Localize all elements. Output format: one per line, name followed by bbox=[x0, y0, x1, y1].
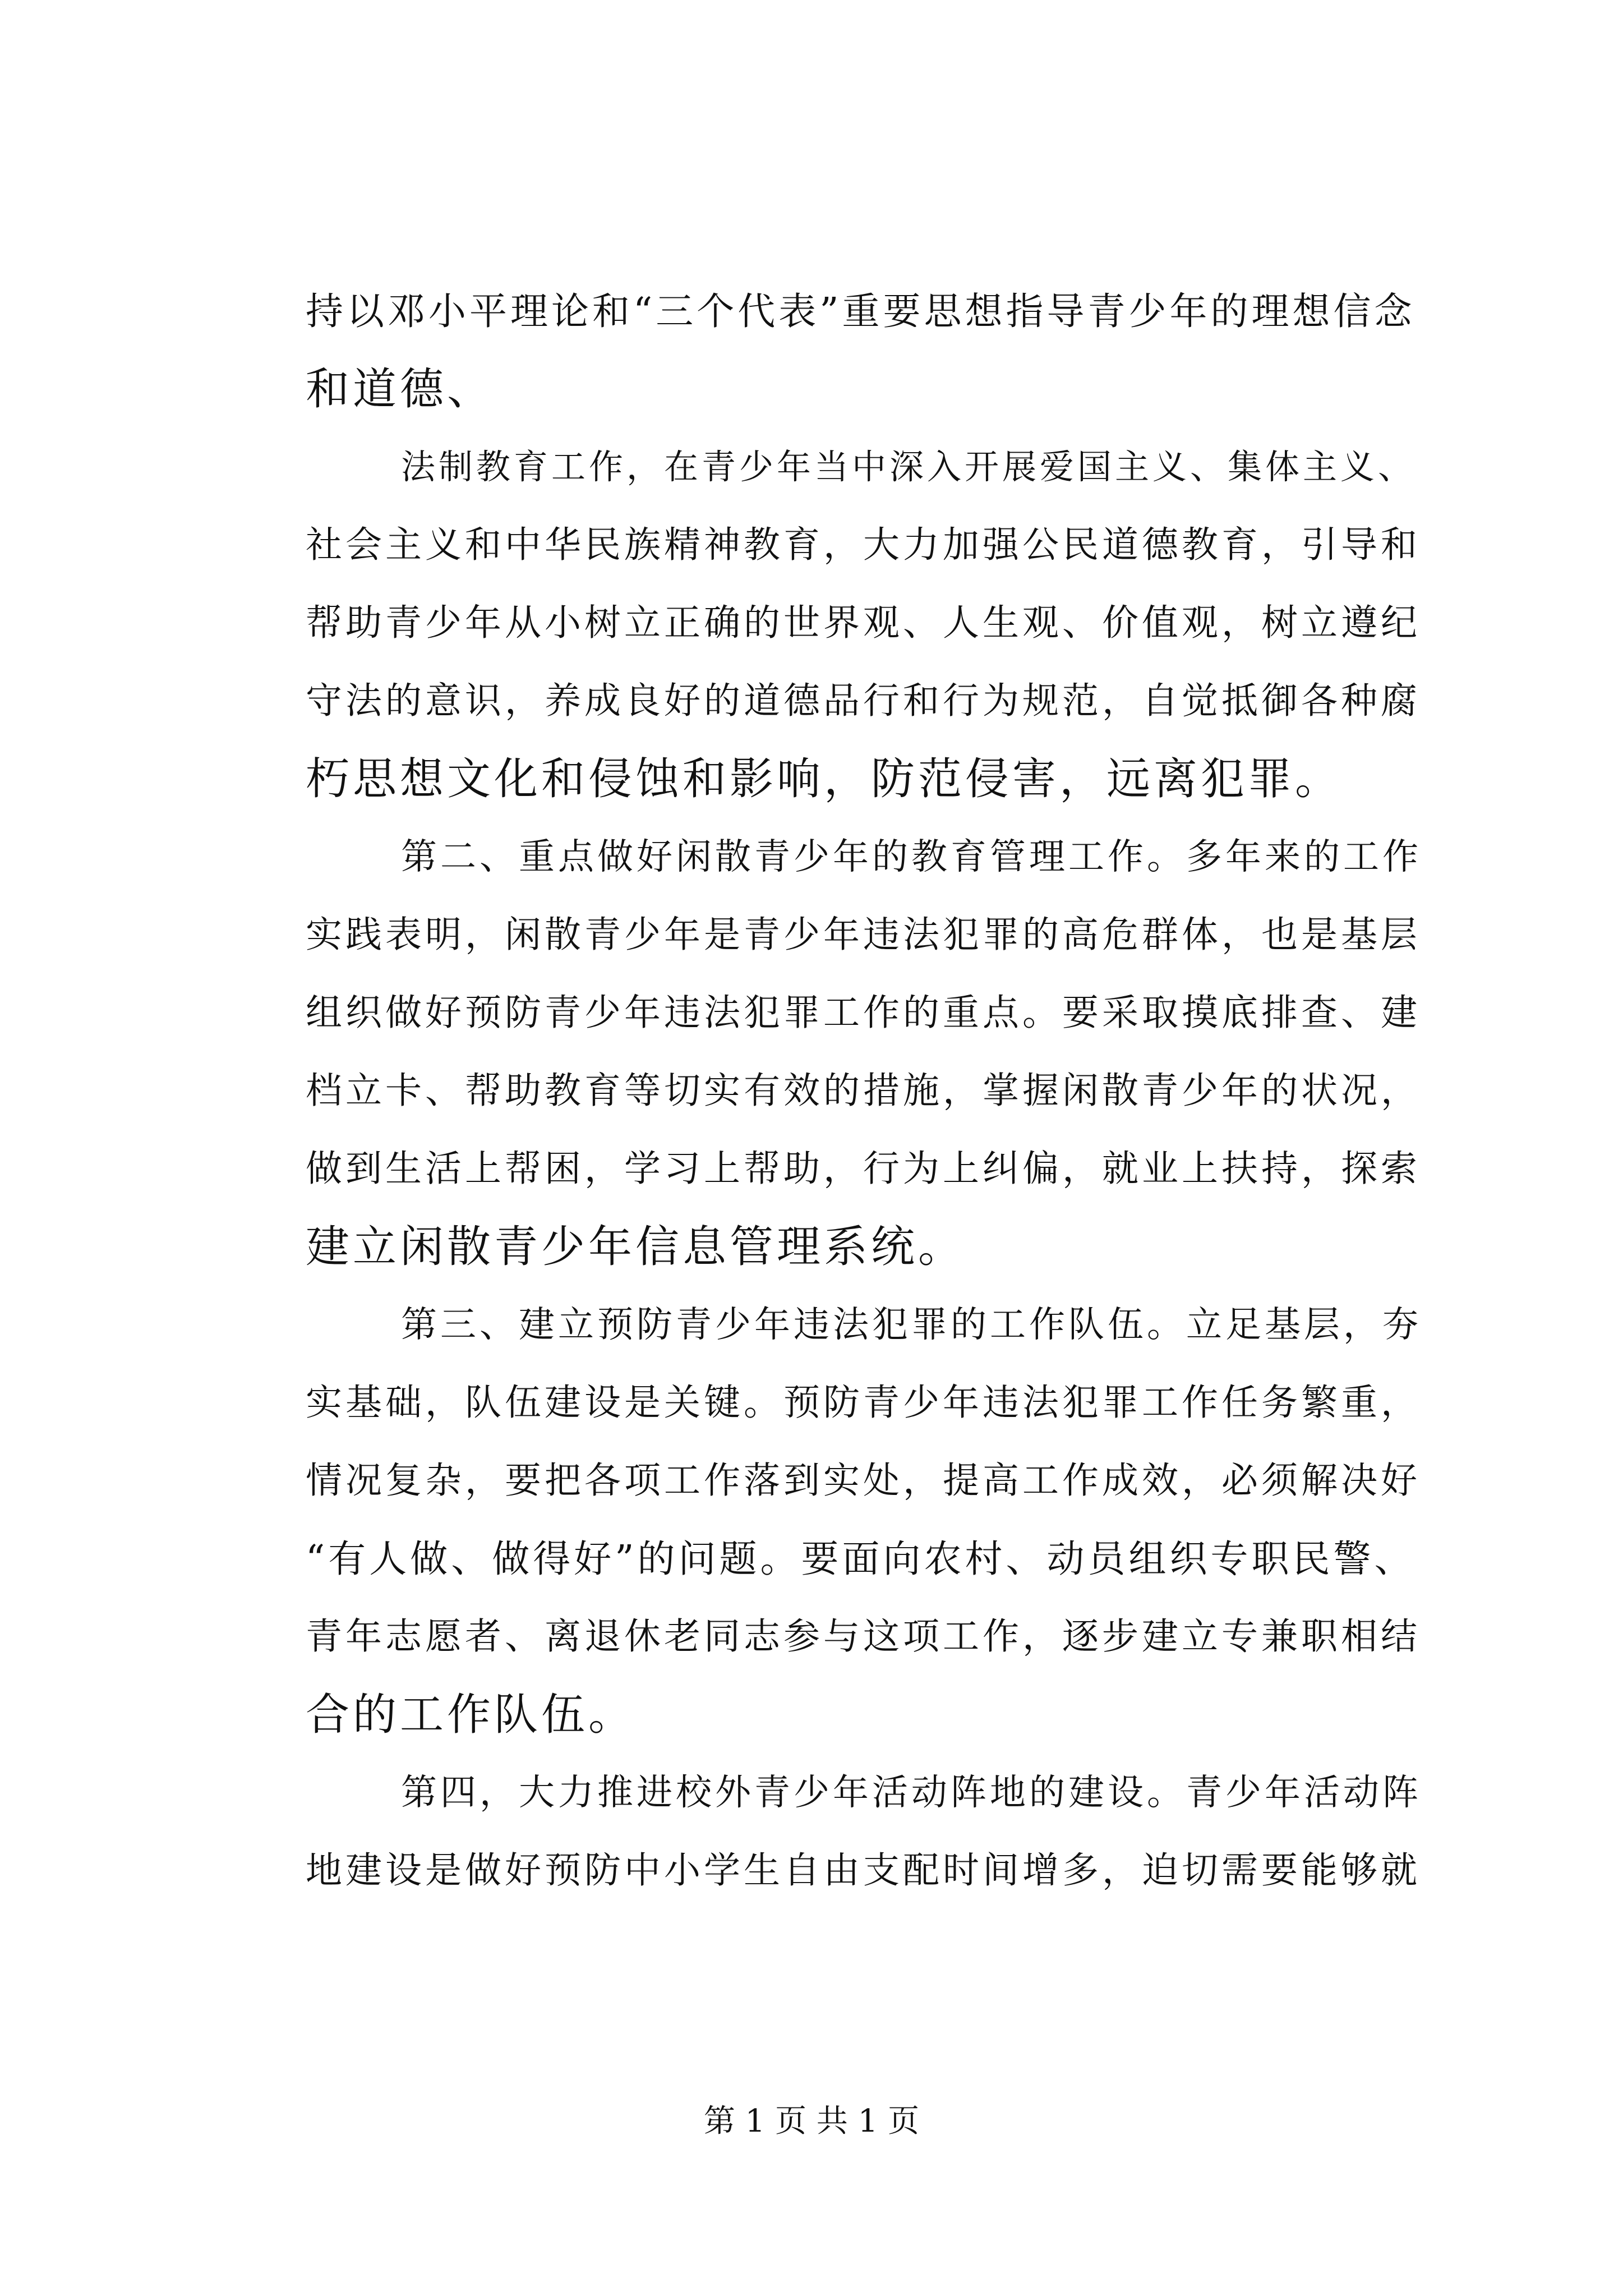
paragraph-first-line: 第四，大力推进校外青少年活动阵地的建设。青少年活动阵 bbox=[401, 1772, 1422, 1814]
paragraph-first-line: 第二、重点做好闲散青少年的教育管理工作。多年来的工作 bbox=[401, 836, 1422, 878]
text-line: 建立闲散青少年信息管理系统。 bbox=[306, 1222, 966, 1272]
text-line: 社会主义和中华民族精神教育，大力加强公民道德教育，引导和 bbox=[306, 524, 1421, 566]
text-line: 和道德、 bbox=[306, 364, 495, 415]
text-line: 做到生活上帮困，学习上帮助，行为上纠偏，就业上扶持，探索 bbox=[306, 1148, 1421, 1190]
text-line: 情况复杂，要把各项工作落到实处，提高工作成效，必须解决好 bbox=[306, 1460, 1421, 1502]
paragraph-first-line: 法制教育工作，在青少年当中深入开展爱国主义、集体主义、 bbox=[401, 447, 1416, 487]
text-line: “有人做、做得好”的问题。要面向农村、动员组织专职民警、 bbox=[306, 1537, 1415, 1581]
text-line: 实践表明，闲散青少年是青少年违法犯罪的高危群体，也是基层 bbox=[306, 914, 1421, 956]
text-line: 持以邓小平理论和“三个代表”重要思想指导青少年的理想信念 bbox=[306, 289, 1415, 333]
text-line: 朽思想文化和侵蚀和影响，防范侵害，远离犯罪。 bbox=[306, 754, 1343, 804]
page-footer: 第 1 页 共 1 页 bbox=[703, 2103, 920, 2139]
text-line: 帮助青少年从小树立正确的世界观、人生观、价值观，树立遵纪 bbox=[306, 602, 1421, 644]
text-line: 地建设是做好预防中小学生自由支配时间增多，迫切需要能够就 bbox=[306, 1849, 1421, 1892]
text-line: 青年志愿者、离退休老同志参与这项工作，逐步建立专兼职相结 bbox=[306, 1616, 1421, 1658]
text-line: 实基础，队伍建设是关键。预防青少年违法犯罪工作任务繁重， bbox=[306, 1382, 1421, 1424]
text-line: 合的工作队伍。 bbox=[306, 1690, 636, 1740]
paragraph-first-line: 第三、建立预防青少年违法犯罪的工作队伍。立足基层，夯 bbox=[401, 1304, 1422, 1346]
text-line: 守法的意识，养成良好的道德品行和行为规范，自觉抵御各种腐 bbox=[306, 680, 1421, 722]
text-line: 档立卡、帮助教育等切实有效的措施，掌握闲散青少年的状况， bbox=[306, 1070, 1421, 1112]
text-line: 组织做好预防青少年违法犯罪工作的重点。要采取摸底排查、建 bbox=[306, 992, 1421, 1034]
